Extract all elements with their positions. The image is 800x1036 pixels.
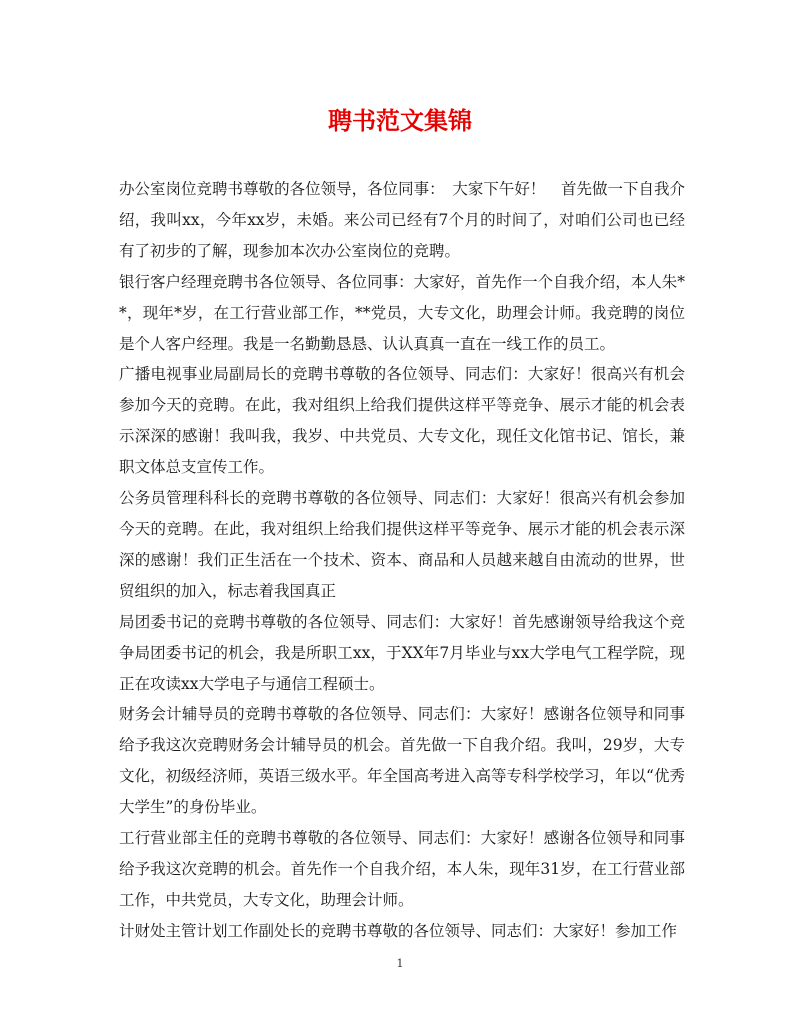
- paragraph-civil-servant-section-chief: 公务员管理科科长的竞聘书尊敬的各位领导、同志们：大家好！很高兴有机会参加今天的竞聘。在此，我对组织上给我们提供这样平等竞争、展示才能的机会表示深深的感谢！我们正生活在一个技术、资本、商品和人员越来越自由流动的世界，世贸组织的加入，标志着我国真正: [119, 489, 685, 600]
- paragraph-finance-counselor: 财务会计辅导员的竞聘书尊敬的各位领导、同志们：大家好！感谢各位领导和同事给予我这次竞聘财务会计辅导员的机会。首先做一下自我介绍。我叫，29岁，大专文化，初级经济师，英语三级水平。年全国高考进入高等专科学校学习，年以“优秀大学生”的身份毕业。: [119, 705, 685, 817]
- page-number: 1: [396, 957, 404, 970]
- paragraph-youth-league-secretary: 局团委书记的竞聘书尊敬的各位领导、同志们：大家好！首先感谢领导给我这个竞争局团委书记的机会，我是所职工xx，于XX年7月毕业与xx大学电气工程学院，现正在攻读xx大学电子与通信工程硕士。: [119, 612, 685, 693]
- paragraph-office-post: 办公室岗位竞聘书尊敬的各位领导，各位同事： 大家下午好！ 首先做一下自我介绍，我叫xx，今年xx岁，未婚。来公司已经有7个月的时间了，对咱们公司也已经有了初步的了解，现参加本次办公室岗位的竞聘。: [119, 180, 685, 260]
- paragraph-broadcast-deputy-director: 广播电视事业局副局长的竞聘书尊敬的各位领导、同志们：大家好！很高兴有机会参加今天的竞聘。在此，我对组织上给我们提供这样平等竞争、展示才能的机会表示深深的感谢！我叫我，我岁、中共党员、大专文化，现任文化馆书记、馆长，兼职文体总支宣传工作。: [119, 365, 685, 477]
- paragraph-business-dept-director: 工行营业部主任的竞聘书尊敬的各位领导、同志们：大家好！感谢各位领导和同事给予我这次竞聘的机会。首先作一个自我介绍，本人朱，现年31岁，在工行营业部工作，中共党员，大专文化，助理会计师。: [119, 829, 685, 909]
- document-title: 聘书范文集锦: [328, 106, 472, 135]
- paragraph-planning-deputy-director: 计财处主管计划工作副处长的竞聘书尊敬的各位领导、同志们：大家好！参加工作: [119, 921, 678, 940]
- paragraph-bank-account-manager: 银行客户经理竞聘书各位领导、各位同事：大家好，首先作一个自我介绍，本人朱**，现年*岁，在工行营业部工作，**党员，大专文化，助理会计师。我竞聘的岗位是个人客户经理。我是一名勤勤恳恳、认认真真一直在一线工作的员工。: [119, 272, 685, 353]
- document-body: [119, 174, 685, 947]
